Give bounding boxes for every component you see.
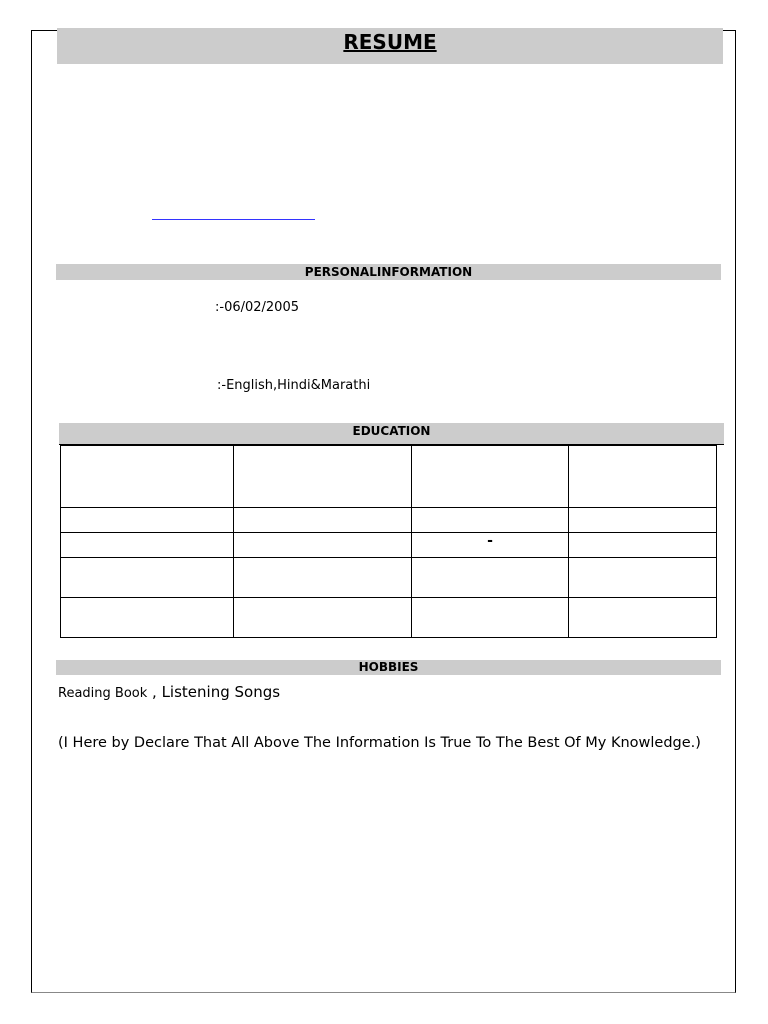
date-of-birth-value: :-06/02/2005: [215, 300, 299, 315]
table-cell: [569, 558, 717, 598]
table-cell: [569, 508, 717, 533]
table-cell: [412, 446, 569, 508]
personal-information-heading: PERSONALINFORMATION: [56, 264, 721, 280]
hobby-item: Reading Book: [58, 686, 148, 701]
table-cell: [61, 446, 234, 508]
table-row: [61, 533, 717, 558]
languages-value: :-English,Hindi&Marathi: [217, 378, 371, 393]
table-row: [61, 508, 717, 533]
table-cell: [234, 598, 412, 638]
table-header-row: [61, 446, 717, 508]
title-bar: [57, 28, 723, 64]
education-heading: EDUCATION: [59, 423, 724, 445]
resume-title: RESUME: [343, 30, 437, 54]
declaration-text: (I Here by Declare That All Above The Information Is True To The Best Of My Knowledge.): [58, 735, 701, 751]
table-cell: [234, 533, 412, 558]
table-cell: [569, 598, 717, 638]
table-row: [61, 598, 717, 638]
table-cell: [412, 508, 569, 533]
table-cell: [61, 533, 234, 558]
email-link-underline[interactable]: [152, 219, 315, 220]
table-cell: [412, 598, 569, 638]
hobbies-heading: HOBBIES: [56, 660, 721, 675]
table-cell: [234, 508, 412, 533]
hobbies-list: [58, 682, 280, 701]
table-cell: [569, 533, 717, 558]
education-table: [60, 445, 717, 638]
table-cell: [61, 598, 234, 638]
table-cell: [234, 558, 412, 598]
table-cell: [569, 446, 717, 508]
table-cell: -: [412, 533, 569, 558]
hobby-item: Listening Songs: [161, 683, 281, 701]
table-cell: [61, 508, 234, 533]
table-cell: [234, 446, 412, 508]
table-cell: [412, 558, 569, 598]
hobby-separator: ,: [147, 683, 162, 701]
table-cell: [61, 558, 234, 598]
table-row: [61, 558, 717, 598]
